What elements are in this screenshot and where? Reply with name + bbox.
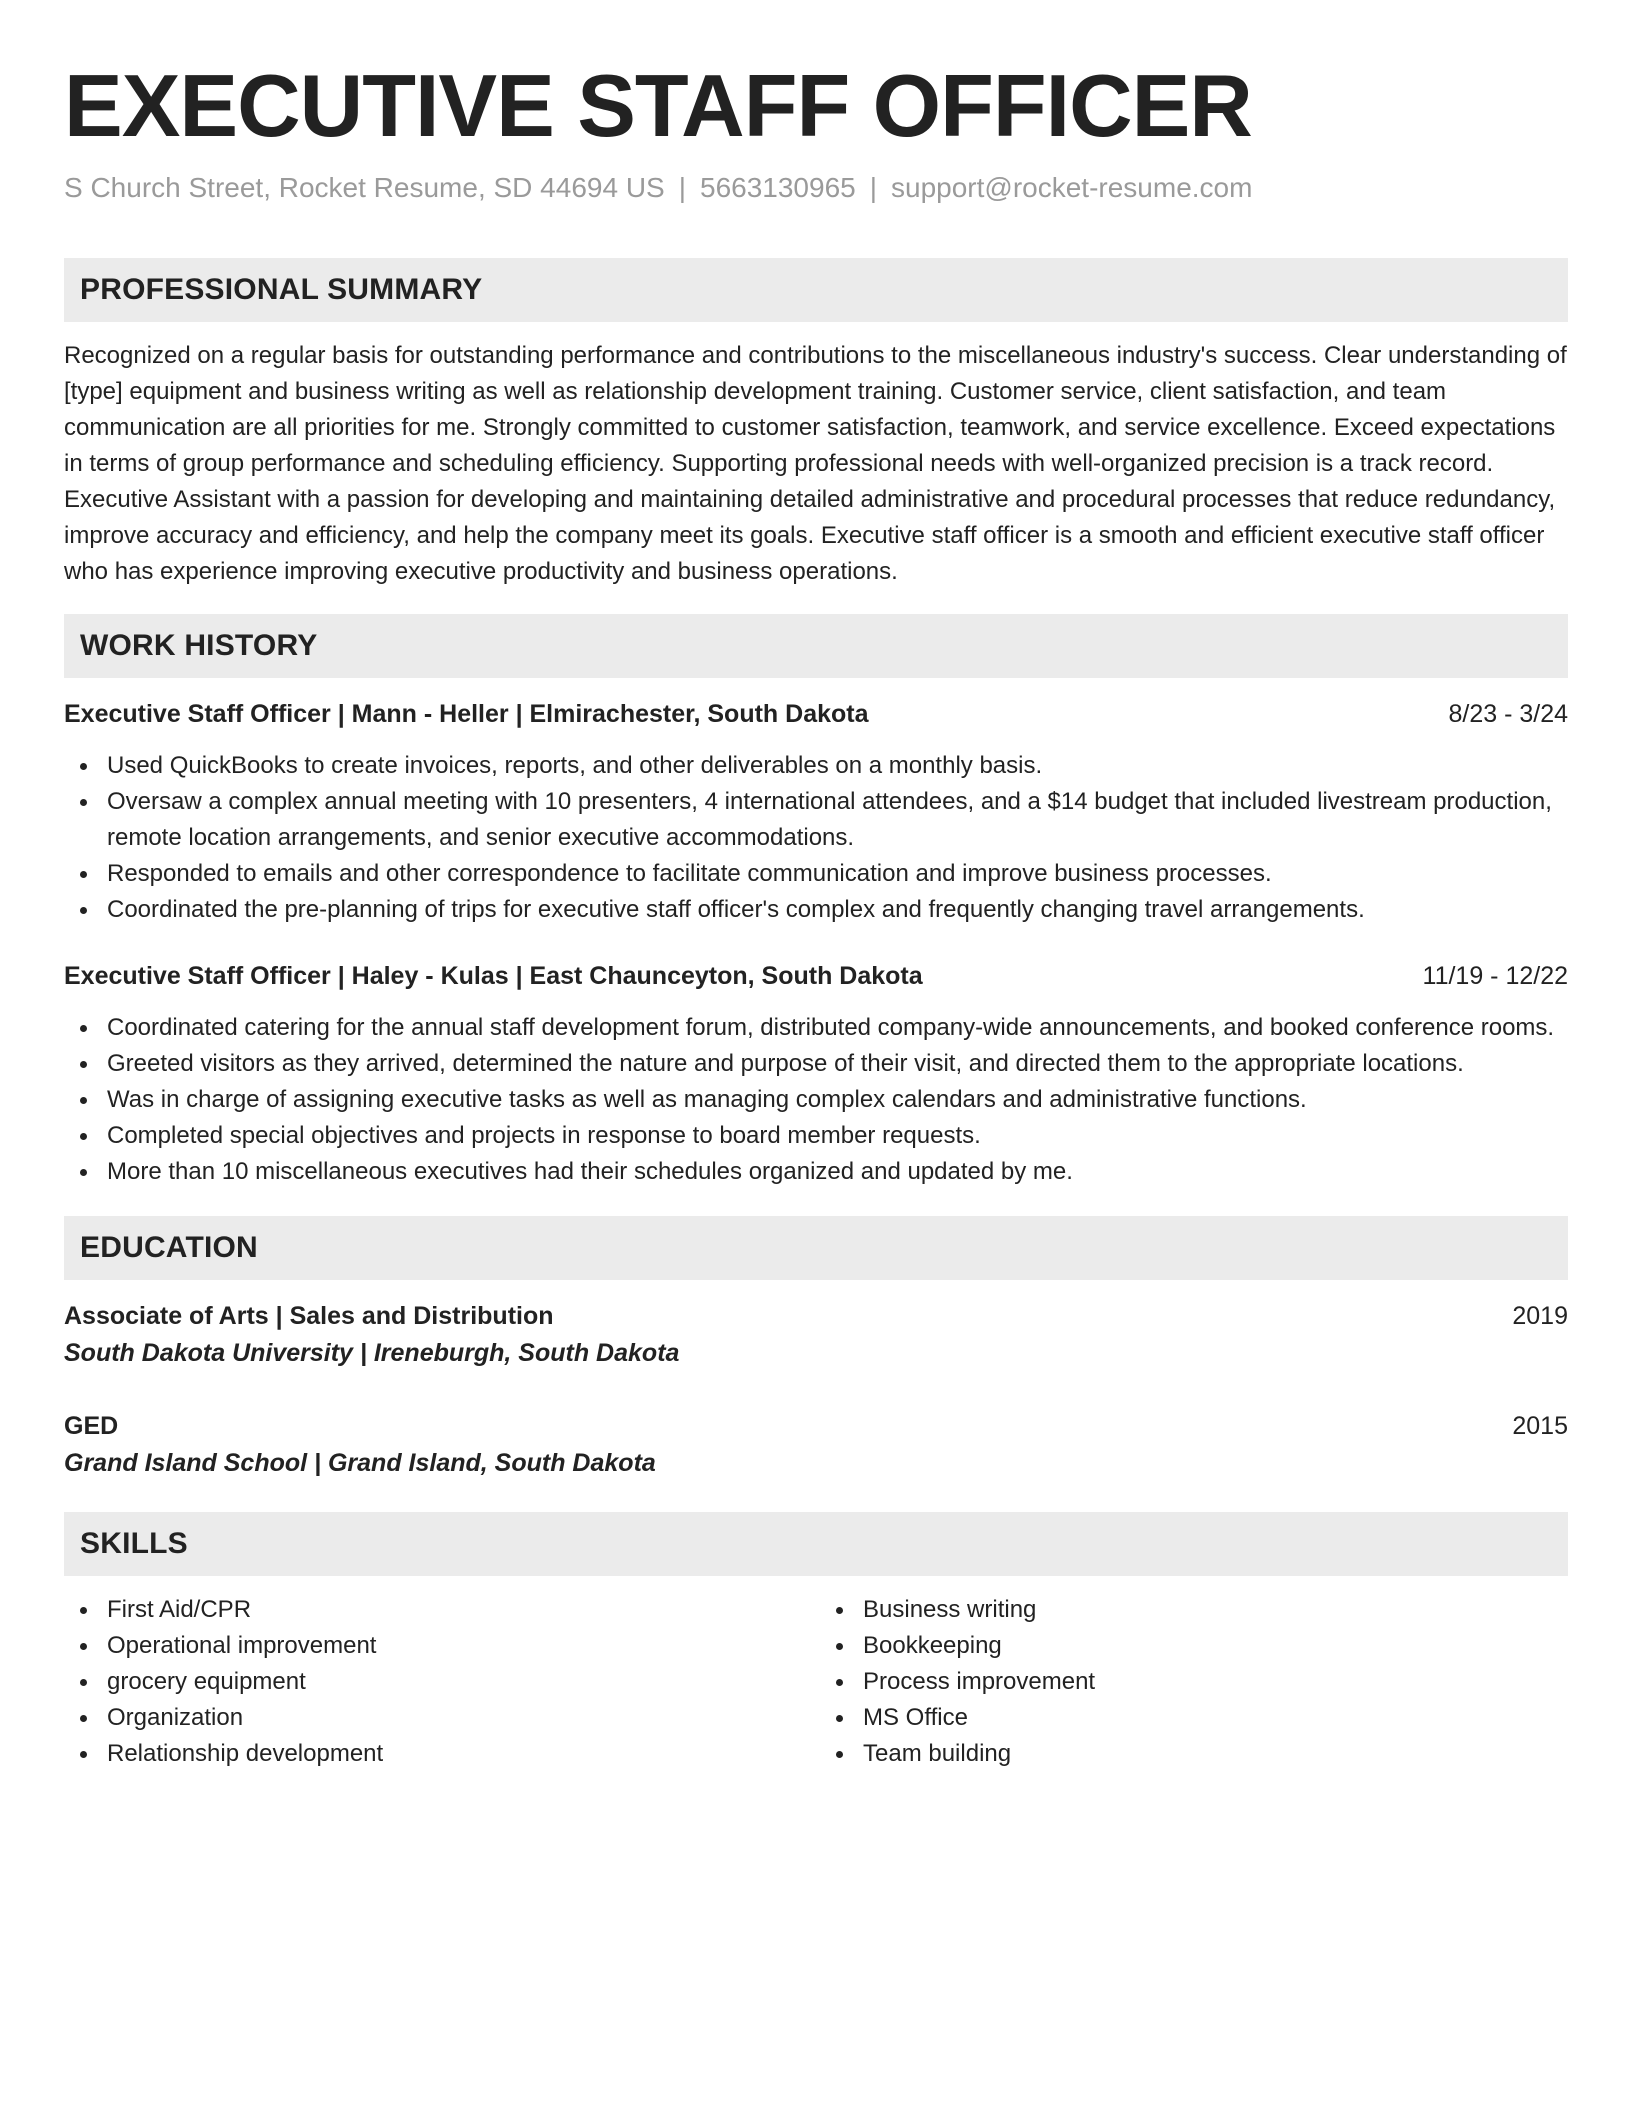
job-dates: 8/23 - 3/24	[1448, 700, 1568, 728]
education-school: Grand Island School | Grand Island, South Dakota	[64, 1449, 656, 1477]
job-bullets	[64, 1010, 1568, 1190]
job-entry	[64, 696, 1568, 928]
section-header-work-history: WORK HISTORY	[64, 614, 1568, 678]
skill-item: Operational improvement	[64, 1628, 812, 1664]
job-bullet: Oversaw a complex annual meeting with 10 presenters, 4 international attendees, and a $14 budget that included livestream production, remote location arrangements, and senior executive accommodations.	[64, 784, 1568, 856]
skill-item: grocery equipment	[64, 1664, 812, 1700]
contact-email: support@rocket-resume.com	[891, 172, 1253, 203]
education-year: 2015	[1512, 1412, 1568, 1440]
skill-item: Process improvement	[820, 1664, 1568, 1700]
skill-item: Bookkeeping	[820, 1628, 1568, 1664]
job-dates: 11/19 - 12/22	[1422, 962, 1568, 990]
education-year: 2019	[1512, 1302, 1568, 1330]
education-header	[64, 1298, 1568, 1334]
skill-item: MS Office	[820, 1700, 1568, 1736]
skill-item: Relationship development	[64, 1736, 812, 1772]
education-degree: GED	[64, 1412, 119, 1440]
skill-item: Business writing	[820, 1592, 1568, 1628]
job-header	[64, 696, 1568, 732]
education-entry	[64, 1408, 1568, 1482]
education-school: South Dakota University | Ireneburgh, South Dakota	[64, 1339, 680, 1367]
section-header-summary: PROFESSIONAL SUMMARY	[64, 258, 1568, 322]
contact-separator: |	[678, 172, 686, 203]
contact-line	[64, 170, 1568, 206]
job-title: Executive Staff Officer | Haley - Kulas | East Chaunceyton, South Dakota	[64, 962, 923, 990]
skills-grid	[64, 1592, 1568, 1772]
job-bullet: Greeted visitors as they arrived, determined the nature and purpose of their visit, and directed them to the appropriate locations.	[64, 1046, 1568, 1082]
contact-separator: |	[869, 172, 878, 203]
job-entry	[64, 958, 1568, 1190]
skill-item: Organization	[64, 1700, 812, 1736]
skill-item: Team building	[820, 1736, 1568, 1772]
job-bullet: Coordinated catering for the annual staff development forum, distributed company-wide announcements, and booked conference rooms.	[64, 1010, 1568, 1046]
job-bullet: Was in charge of assigning executive tasks as well as managing complex calendars and administrative functions.	[64, 1082, 1568, 1118]
skill-item: First Aid/CPR	[64, 1592, 812, 1628]
section-header-education: EDUCATION	[64, 1216, 1568, 1280]
education-header	[64, 1408, 1568, 1444]
job-bullets	[64, 748, 1568, 928]
skills-column-right	[820, 1592, 1568, 1772]
skills-column-left	[64, 1592, 812, 1772]
job-title: Executive Staff Officer | Mann - Heller | Elmirachester, South Dakota	[64, 700, 869, 728]
job-bullet: Coordinated the pre-planning of trips for executive staff officer's complex and frequently changing travel arrangements.	[64, 892, 1568, 928]
job-bullet: More than 10 miscellaneous executives had their schedules organized and updated by me.	[64, 1154, 1568, 1190]
job-bullet: Used QuickBooks to create invoices, reports, and other deliverables on a monthly basis.	[64, 748, 1568, 784]
summary-text: Recognized on a regular basis for outstanding performance and contributions to the miscellaneous industry's success. Clear understanding of [type] equipment and business writing as well as relationship development training. Customer service, client satisfaction, and team communication are all priorities for me. Strongly committed to customer satisfaction, teamwork, and service excellence. Exceed expectations in terms of group performance and scheduling efficiency. Supporting professional needs with well-organized precision is a track record. Executive Assistant with a passion for developing and maintaining detailed administrative and procedural processes that reduce redundancy, improve accuracy and efficiency, and help the company meet its goals. Executive staff officer is a smooth and efficient executive staff officer who has experience improving executive productivity and business operations.	[64, 342, 1567, 585]
section-header-skills: SKILLS	[64, 1512, 1568, 1576]
education-entry	[64, 1298, 1568, 1372]
job-bullet: Completed special objectives and projects in response to board member requests.	[64, 1118, 1568, 1154]
contact-phone: 5663130965	[700, 172, 856, 203]
job-bullet: Responded to emails and other correspondence to facilitate communication and improve business processes.	[64, 856, 1568, 892]
job-header	[64, 958, 1568, 994]
candidate-name: EXECUTIVE STAFF OFFICER	[64, 56, 1252, 155]
education-degree: Associate of Arts | Sales and Distribution	[64, 1302, 554, 1330]
contact-address: S Church Street, Rocket Resume, SD 44694 US	[64, 172, 665, 203]
